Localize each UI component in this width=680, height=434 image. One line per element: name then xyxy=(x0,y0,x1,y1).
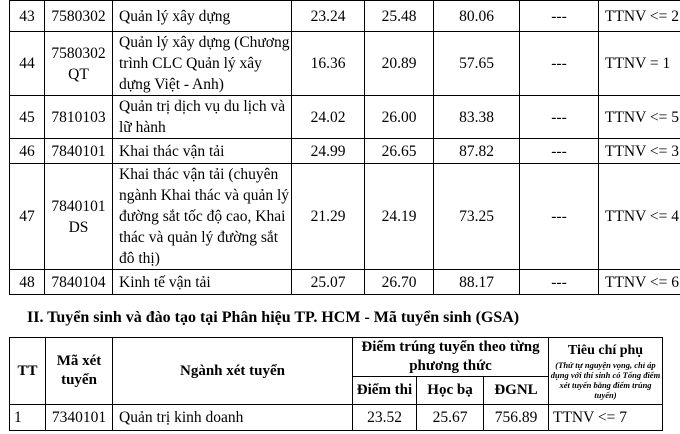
wish-order-criterion: TTNV <= 4 xyxy=(599,164,680,270)
score-exam: 25.07 xyxy=(292,270,365,295)
major-name: Quản trị dịch vụ du lịch và lữ hành xyxy=(113,96,292,139)
header-major-name: Ngành xét tuyển xyxy=(113,338,353,405)
wish-order-criterion: TTNV <= 6 xyxy=(599,270,680,295)
header-score-exam: Điểm thi xyxy=(353,377,417,405)
score-dgnl: 80.06 xyxy=(434,1,520,32)
major-code: 7810103 xyxy=(45,96,113,139)
score-transcript: 25.67 xyxy=(417,405,484,431)
score-dgnl: 83.38 xyxy=(434,96,520,139)
major-name: Quản trị kinh doanh xyxy=(113,405,353,431)
major-name: Quản lý xây dựng (Chương trình CLC Quản lý xây dựng Việt - Anh) xyxy=(113,32,292,96)
row-number: 43 xyxy=(10,1,45,32)
major-name: Khai thác vận tải xyxy=(113,139,292,164)
admission-table-hcm-branch xyxy=(9,337,663,431)
score-dgnl: 57.65 xyxy=(434,32,520,96)
table-row xyxy=(10,1,680,32)
section-heading: II. Tuyển sinh và đào tạo tại Phân hiệu TP. HCM - Mã tuyển sinh (GSA) xyxy=(27,309,520,326)
major-code: 7840101 xyxy=(45,139,113,164)
score-extra: --- xyxy=(520,32,599,96)
table-row xyxy=(10,139,680,164)
wish-order-criterion: TTNV <= 3 xyxy=(599,139,680,164)
major-code: 7580302 xyxy=(45,1,113,32)
score-transcript: 24.19 xyxy=(365,164,434,270)
major-code: 7340101 xyxy=(46,405,113,431)
row-number: 44 xyxy=(10,32,45,96)
table-row xyxy=(10,164,680,270)
header-secondary-criterion-note: (Thứ tự nguyện vọng, chỉ áp dụng với thí sinh có Tổng điểm xét tuyển bằng điểm trúng tuyển) xyxy=(550,360,661,400)
table-row xyxy=(10,405,663,431)
row-number: 46 xyxy=(10,139,45,164)
score-transcript: 26.65 xyxy=(365,139,434,164)
row-number: 1 xyxy=(10,405,46,431)
header-score-dgnl: ĐGNL xyxy=(484,377,549,405)
score-transcript: 26.70 xyxy=(365,270,434,295)
score-exam: 24.99 xyxy=(292,139,365,164)
row-number: 48 xyxy=(10,270,45,295)
wish-order-criterion: TTNV <= 5 xyxy=(599,96,680,139)
score-exam: 24.02 xyxy=(292,96,365,139)
score-exam: 16.36 xyxy=(292,32,365,96)
wish-order-criterion: TTNV = 1 xyxy=(599,32,680,96)
major-code: 7580302 QT xyxy=(45,32,113,96)
score-extra: --- xyxy=(520,139,599,164)
row-number: 45 xyxy=(10,96,45,139)
score-exam: 21.29 xyxy=(292,164,365,270)
major-code: 7840101 DS xyxy=(45,164,113,270)
row-number: 47 xyxy=(10,164,45,270)
major-name: Khai thác vận tải (chuyên ngành Khai thác và quản lý đường sắt tốc độ cao, Khai thác và quản lý đường sắt đô thị) xyxy=(113,164,292,270)
header-secondary-criterion-title: Tiêu chí phụ xyxy=(567,343,644,358)
wish-order-criterion: TTNV <= 2 xyxy=(599,1,680,32)
admission-table-part1 xyxy=(9,0,680,295)
score-dgnl: 87.82 xyxy=(434,139,520,164)
header-major-code: Mã xét tuyển xyxy=(46,338,113,405)
wish-order-criterion: TTNV <= 7 xyxy=(549,405,663,431)
score-extra: --- xyxy=(520,1,599,32)
score-extra: --- xyxy=(520,96,599,139)
header-secondary-criterion xyxy=(549,338,663,405)
major-name: Kinh tế vận tải xyxy=(113,270,292,295)
header-score-group: Điểm trúng tuyển theo từng phương thức xyxy=(353,338,549,377)
table-row xyxy=(10,270,680,295)
score-extra: --- xyxy=(520,270,599,295)
score-extra: --- xyxy=(520,164,599,270)
score-dgnl: 73.25 xyxy=(434,164,520,270)
major-code: 7840104 xyxy=(45,270,113,295)
score-dgnl: 756.89 xyxy=(484,405,549,431)
table-row xyxy=(10,32,680,96)
header-tt: TT xyxy=(10,338,46,405)
header-row xyxy=(10,338,663,377)
score-exam: 23.52 xyxy=(353,405,417,431)
score-transcript: 20.89 xyxy=(365,32,434,96)
score-transcript: 26.00 xyxy=(365,96,434,139)
header-score-transcript: Học bạ xyxy=(417,377,484,405)
major-name: Quản lý xây dựng xyxy=(113,1,292,32)
table-row xyxy=(10,96,680,139)
score-exam: 23.24 xyxy=(292,1,365,32)
score-transcript: 25.48 xyxy=(365,1,434,32)
score-dgnl: 88.17 xyxy=(434,270,520,295)
